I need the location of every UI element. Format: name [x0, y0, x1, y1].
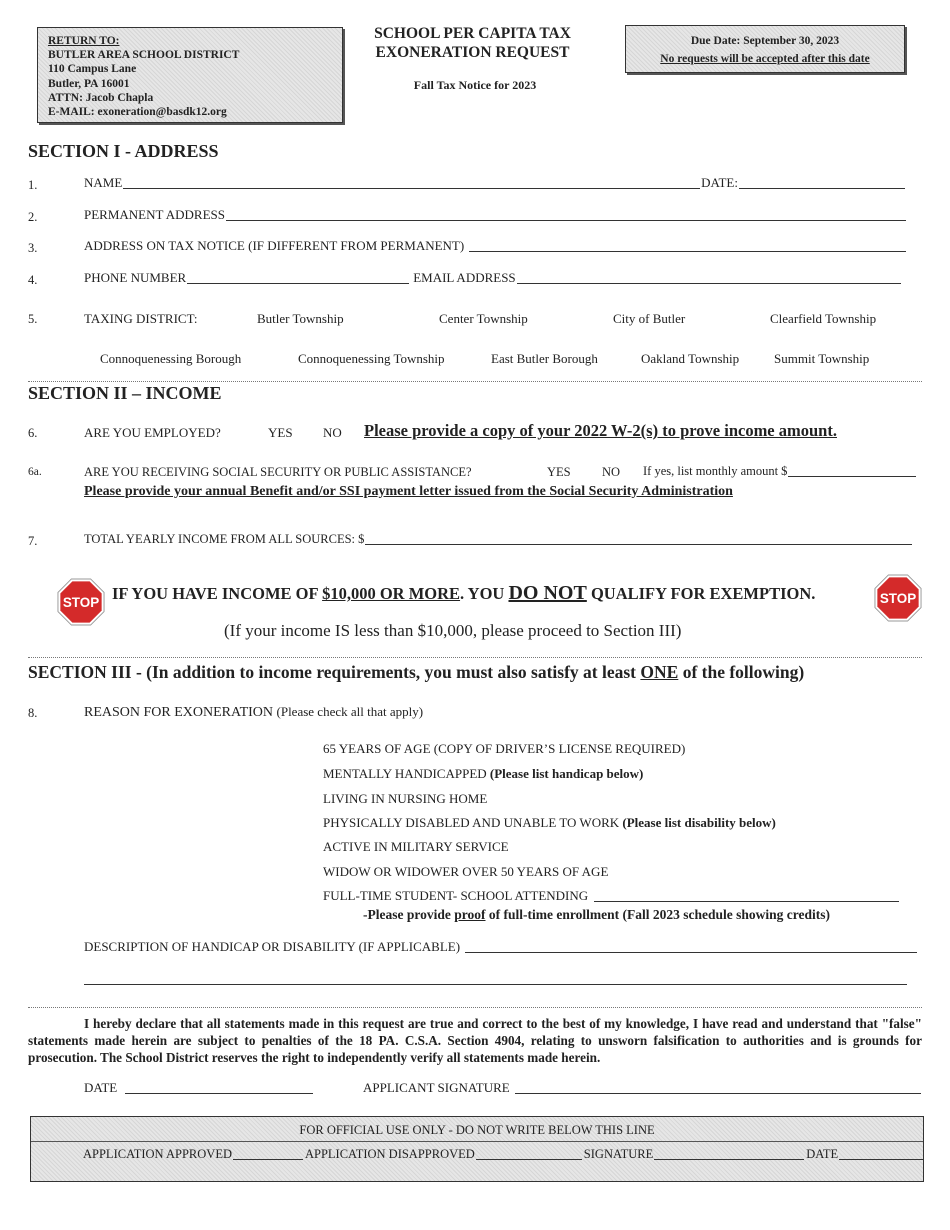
section-2-heading: SECTION II – INCOME	[28, 383, 222, 403]
description-label: DESCRIPTION OF HANDICAP OR DISABILITY (IF APPLICABLE)	[84, 939, 461, 954]
reason-option[interactable]	[323, 864, 608, 880]
return-heading: RETURN TO:	[48, 35, 120, 47]
phone-email-row	[84, 270, 902, 286]
return-address-box	[37, 27, 343, 123]
item-number: 4.	[28, 273, 38, 287]
income-limit-warning	[112, 582, 815, 605]
student-row	[323, 888, 900, 904]
reason-text: WIDOW OR WIDOWER OVER 50 YEARS OF AGE	[323, 864, 609, 879]
school-attending-field[interactable]	[594, 889, 899, 902]
item-number: 5.	[28, 312, 38, 326]
phone-label: PHONE NUMBER	[84, 270, 187, 285]
approved-field[interactable]	[233, 1147, 303, 1160]
note-text: -Please provide	[363, 907, 455, 922]
district-option[interactable]: Connoquenessing Township	[298, 351, 445, 366]
title-line-1: SCHOOL PER CAPITA TAX	[374, 25, 571, 42]
stop-sign-text: STOP	[62, 594, 100, 610]
item-number: 6a.	[28, 466, 42, 478]
benefit-letter-instruction: Please provide your annual Benefit and/or SSI payment letter issued from the Social Security Administration	[84, 484, 733, 499]
reason-text: MENTALLY HANDICAPPED	[323, 766, 490, 781]
district-option[interactable]: City of Butler	[613, 311, 686, 326]
employed-yes-option[interactable]: YES	[268, 425, 293, 440]
stop-sign-icon	[57, 578, 105, 626]
name-field[interactable]	[123, 176, 700, 189]
total-income-row	[84, 532, 913, 547]
exoneration-reason-label	[84, 704, 423, 721]
warning-text: . YOU	[460, 584, 509, 603]
official-use-header: FOR OFFICIAL USE ONLY - DO NOT WRITE BELOW THIS LINE	[31, 1117, 923, 1142]
tax-notice-year: Fall Tax Notice for 2023	[413, 78, 537, 92]
signature-date-label: DATE	[84, 1080, 118, 1095]
notice-address-label: ADDRESS ON TAX NOTICE (IF DIFFERENT FROM PERMANENT)	[84, 238, 465, 253]
signature-date-field[interactable]	[125, 1081, 313, 1094]
due-date-box	[625, 25, 905, 73]
official-date-field[interactable]	[839, 1147, 923, 1160]
reason-text: LIVING IN NURSING HOME	[323, 791, 488, 806]
district-option[interactable]: Summit Township	[774, 351, 870, 366]
item-number: 1.	[28, 178, 38, 192]
email-field[interactable]	[517, 271, 901, 284]
warning-text: IF YOU HAVE INCOME OF	[112, 584, 323, 603]
district-option[interactable]: Center Township	[439, 311, 528, 326]
email-line: E-MAIL: exoneration@basdk12.org	[48, 106, 227, 119]
official-signature-label: SIGNATURE	[583, 1147, 654, 1161]
notice-address-row	[84, 238, 907, 254]
description-field[interactable]	[465, 940, 917, 953]
reason-option[interactable]	[323, 741, 685, 757]
reason-option[interactable]	[323, 815, 776, 831]
permanent-address-row	[84, 207, 907, 223]
description-row	[84, 939, 918, 955]
note-text: of full-time enrollment (Fall 2023 schedule showing credits)	[485, 907, 830, 922]
reason-heading: REASON FOR EXONERATION	[84, 705, 274, 720]
divider	[28, 657, 922, 658]
description-field-line-2[interactable]	[84, 984, 907, 985]
title-line-2: EXONERATION REQUEST	[375, 44, 570, 61]
enrollment-proof-note	[363, 907, 830, 923]
divider	[28, 1007, 922, 1008]
name-label: NAME	[84, 175, 123, 190]
section-3-heading-emphasis: ONE	[640, 662, 679, 682]
due-warning: No requests will be accepted after this date	[660, 53, 870, 65]
date-label: DATE:	[701, 175, 738, 190]
total-income-field[interactable]	[365, 532, 912, 545]
income-threshold: $10,000 OR MORE	[322, 584, 461, 603]
divider	[28, 381, 922, 382]
reason-note: (Please list handicap below)	[489, 766, 644, 781]
employed-no-option[interactable]: NO	[323, 425, 342, 440]
reason-option[interactable]	[323, 839, 509, 855]
due-date: Due Date: September 30, 2023	[690, 35, 840, 47]
applicant-signature-row	[363, 1080, 922, 1096]
applicant-signature-label: APPLICANT SIGNATURE	[363, 1080, 510, 1095]
item-number: 6.	[28, 426, 38, 440]
note-emphasis: proof	[454, 907, 486, 922]
reason-option[interactable]	[323, 791, 487, 807]
attention-line: ATTN: Jacob Chapla	[48, 91, 154, 104]
approved-label: APPLICATION APPROVED	[83, 1147, 232, 1161]
social-security-yes-option[interactable]: YES	[547, 465, 571, 479]
email-label: EMAIL ADDRESS	[413, 270, 516, 285]
reason-instruction: (Please check all that apply)	[276, 704, 424, 719]
monthly-amount-label: If yes, list monthly amount $	[643, 464, 788, 478]
warning-text: QUALIFY FOR EXEMPTION.	[586, 584, 816, 603]
stop-sign-text: STOP	[879, 590, 917, 606]
w2-instruction: Please provide a copy of your 2022 W-2(s) to prove income amount.	[364, 421, 837, 440]
district-option[interactable]: East Butler Borough	[491, 351, 598, 366]
notice-address-field[interactable]	[469, 239, 906, 252]
street-address: 110 Campus Lane	[48, 63, 137, 76]
declaration-statement: I hereby declare that all statements made in this request are true and correct to the best of my knowledge, I have read and understand that "false" statements made herein are subject to penalties of the 18 PA. C.S.A. Section 4904, relating to unsworn falsification to authorities and is grounds for prosecution. The School District reserves the right to independently verify all statements made herein.	[28, 1016, 922, 1065]
monthly-amount-row	[643, 464, 917, 479]
section-1-heading: SECTION I - ADDRESS	[28, 141, 219, 161]
district-name: BUTLER AREA SCHOOL DISTRICT	[48, 49, 240, 62]
do-not-emphasis: DO NOT	[508, 582, 587, 604]
employed-question: ARE YOU EMPLOYED?	[84, 425, 221, 440]
item-number: 8.	[28, 706, 38, 720]
section-3-heading	[28, 662, 804, 683]
taxing-district-label: TAXING DISTRICT:	[84, 311, 198, 326]
reason-text: 65 YEARS OF AGE (COPY OF DRIVER’S LICENSE REQUIRED)	[323, 741, 686, 756]
official-use-fields	[83, 1147, 923, 1162]
official-date-label: DATE	[806, 1147, 839, 1161]
stop-sign-icon	[874, 574, 922, 622]
social-security-no-option[interactable]: NO	[602, 465, 621, 479]
date-signature-row	[84, 1080, 314, 1096]
reason-text: ACTIVE IN MILITARY SERVICE	[323, 839, 509, 854]
phone-field[interactable]	[187, 271, 409, 284]
district-option[interactable]: Butler Township	[257, 311, 344, 326]
reason-text: PHYSICALLY DISABLED AND UNABLE TO WORK	[323, 815, 623, 830]
district-option[interactable]: Oakland Township	[641, 351, 740, 366]
disapproved-field[interactable]	[476, 1147, 582, 1160]
item-number: 3.	[28, 241, 38, 255]
district-option[interactable]: Connoquenessing Borough	[100, 351, 242, 366]
district-option[interactable]: Clearfield Township	[770, 311, 877, 326]
applicant-signature-field[interactable]	[515, 1081, 921, 1094]
section-3-heading-text: SECTION III - (In addition to income requirements, you must also satisfy at least	[28, 662, 641, 682]
monthly-amount-field[interactable]	[788, 464, 916, 477]
disapproved-label: APPLICATION DISAPPROVED	[304, 1147, 475, 1161]
official-use-box	[30, 1116, 924, 1182]
permanent-address-field[interactable]	[226, 208, 906, 221]
reason-note: (Please list disability below)	[622, 815, 776, 830]
date-field[interactable]	[739, 176, 905, 189]
form-title	[345, 24, 600, 62]
city-state-zip: Butler, PA 16001	[48, 77, 130, 90]
total-income-label: TOTAL YEARLY INCOME FROM ALL SOURCES: $	[84, 532, 365, 546]
reason-option[interactable]	[323, 766, 643, 782]
proceed-note: (If your income IS less than $10,000, please proceed to Section III)	[224, 621, 682, 640]
official-signature-field[interactable]	[654, 1147, 804, 1160]
social-security-question: ARE YOU RECEIVING SOCIAL SECURITY OR PUBLIC ASSISTANCE?	[84, 465, 472, 479]
section-3-heading-text: of the following)	[678, 662, 805, 682]
permanent-address-label: PERMANENT ADDRESS	[84, 207, 225, 222]
reason-option[interactable]: FULL-TIME STUDENT- SCHOOL ATTENDING	[323, 888, 589, 903]
item-number: 7.	[28, 534, 38, 548]
name-row	[84, 175, 907, 191]
item-number: 2.	[28, 210, 38, 224]
